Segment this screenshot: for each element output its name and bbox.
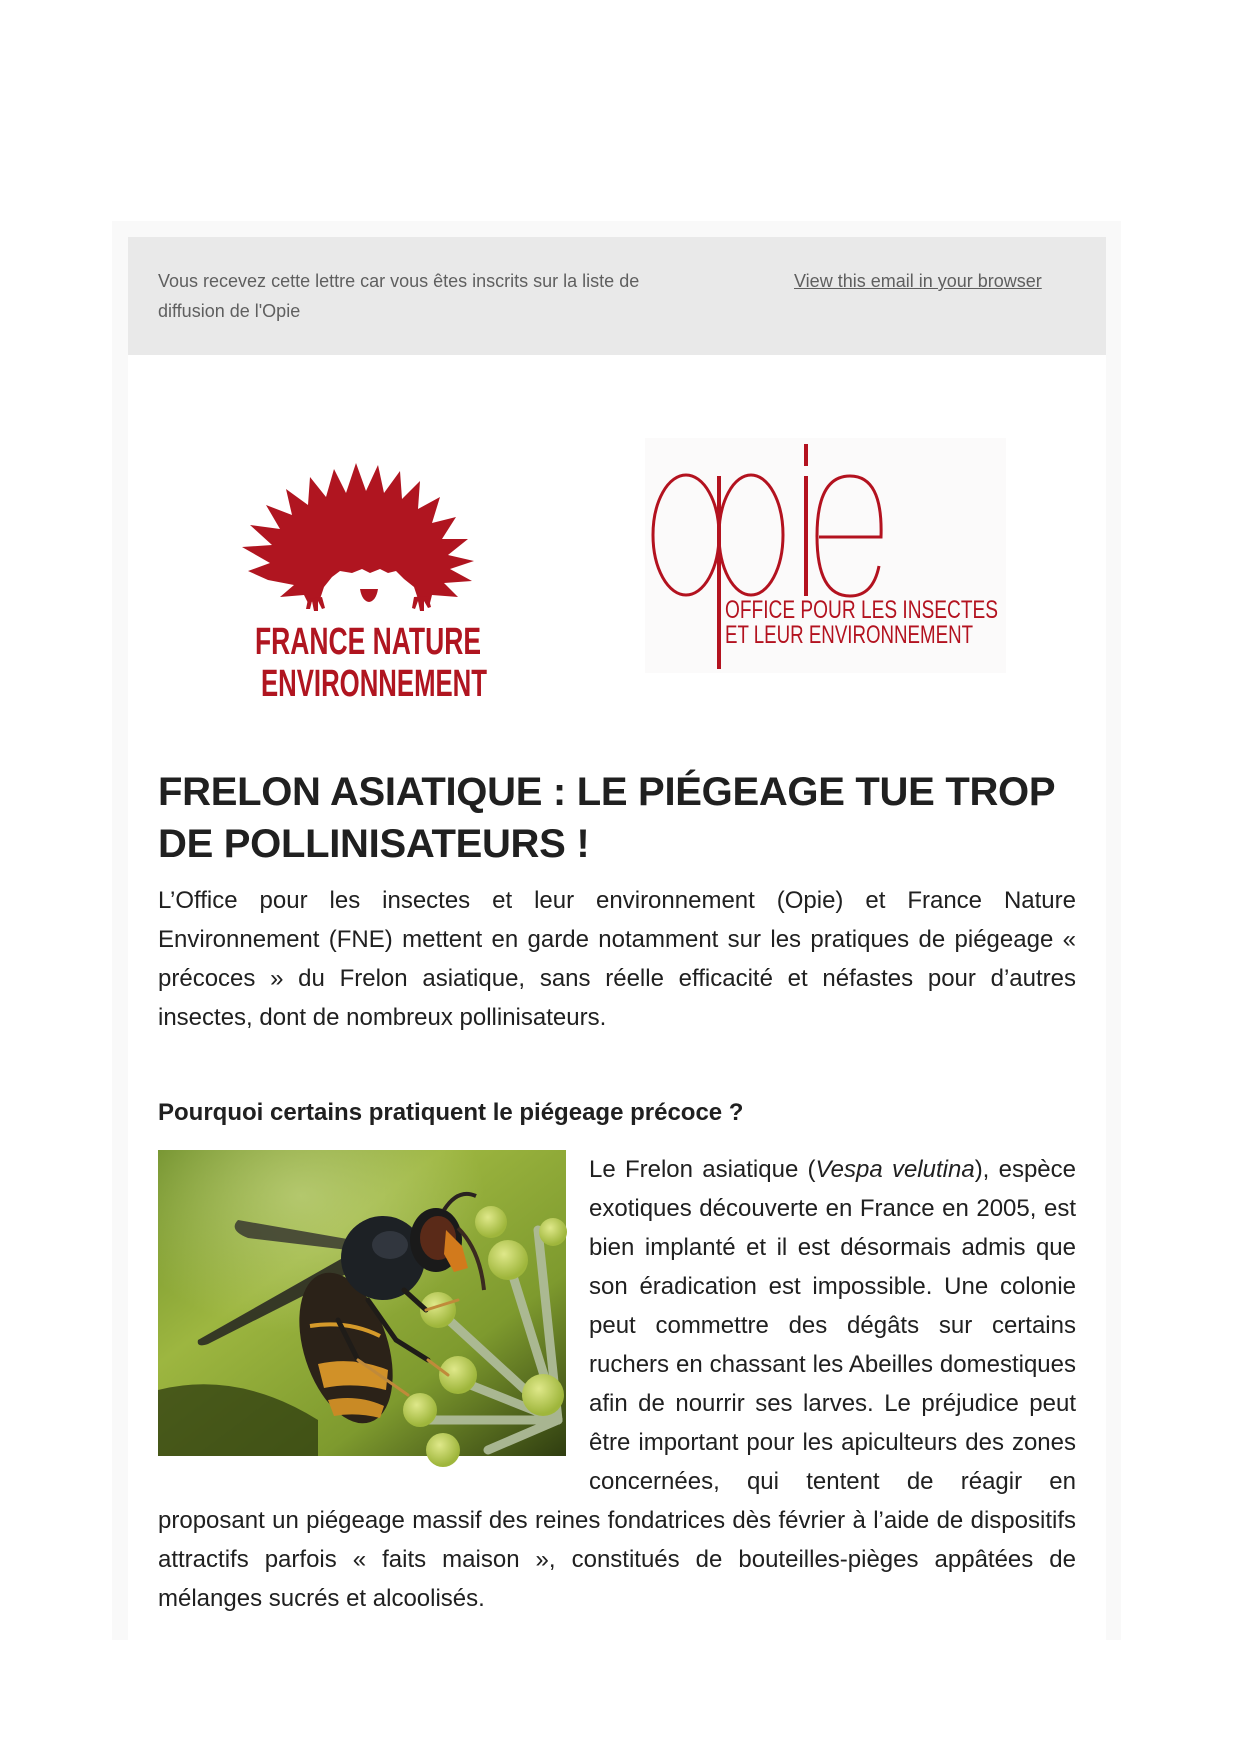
- opie-wordmark-icon: [645, 438, 1006, 673]
- opie-logo-line2: ET LEUR ENVIRONNEMENT: [725, 621, 973, 649]
- opie-logo: [645, 438, 1006, 673]
- view-in-browser-link[interactable]: View this email in your browser: [794, 271, 1042, 291]
- fne-hedgehog-icon: [228, 443, 508, 705]
- opie-logo-line1: OFFICE POUR LES INSECTES: [725, 596, 998, 624]
- section-body-text-1: Le Frelon asiatique (: [589, 1156, 816, 1183]
- fne-logo-line2: ENVIRONNEMENT: [261, 663, 487, 705]
- fne-logo-line1: FRANCE NATURE: [255, 621, 481, 663]
- hornet-photo: [158, 1150, 566, 1456]
- section-body: [158, 1150, 1076, 1618]
- asian-hornet-image-icon: [158, 1150, 566, 1456]
- fne-logo: [228, 443, 508, 705]
- email-container: [112, 221, 1121, 1640]
- section-body-text-2: ), espèce exotiques découverte en France en 2005, est bien implanté et il est désormais admis que son éradication est impossible. Une colonie peut commettre des dégâts sur certains ruchers en chassant les Abeilles domestiques afin de nourrir ses larves. Le préjudice peut être important pour les apiculteurs des zones concernées, qui tentent de réagir en proposant un piégeage massif des reines fondatrices dès février à l’aide de dispositifs attractifs parfois « faits maison », constitués de bouteilles-pièges appâtées de mélanges sucrés et alcoolisés.: [158, 1156, 1076, 1612]
- species-name: Vespa velutina: [815, 1156, 975, 1183]
- preheader-bar: [128, 237, 1106, 355]
- article-title: FRELON ASIATIQUE : LE PIÉGEAGE TUE TROP DE POLLINISATEURS !: [158, 770, 1055, 866]
- section-heading: Pourquoi certains pratiquent le piégeage précoce ?: [158, 1099, 744, 1126]
- email-body: [128, 237, 1106, 1640]
- article-intro: L’Office pour les insectes et leur environnement (Opie) et France Nature Environnement (FNE) mettent en garde notamment sur les pratiques de piégeage « précoces » du Frelon asiatique, sans réelle efficacité et néfastes pour d’autres insectes, dont de nombreux pollinisateurs.: [158, 887, 1076, 1031]
- subscription-notice: Vous recevez cette lettre car vous êtes inscrits sur la liste de diffusion de l'Opie: [158, 271, 640, 321]
